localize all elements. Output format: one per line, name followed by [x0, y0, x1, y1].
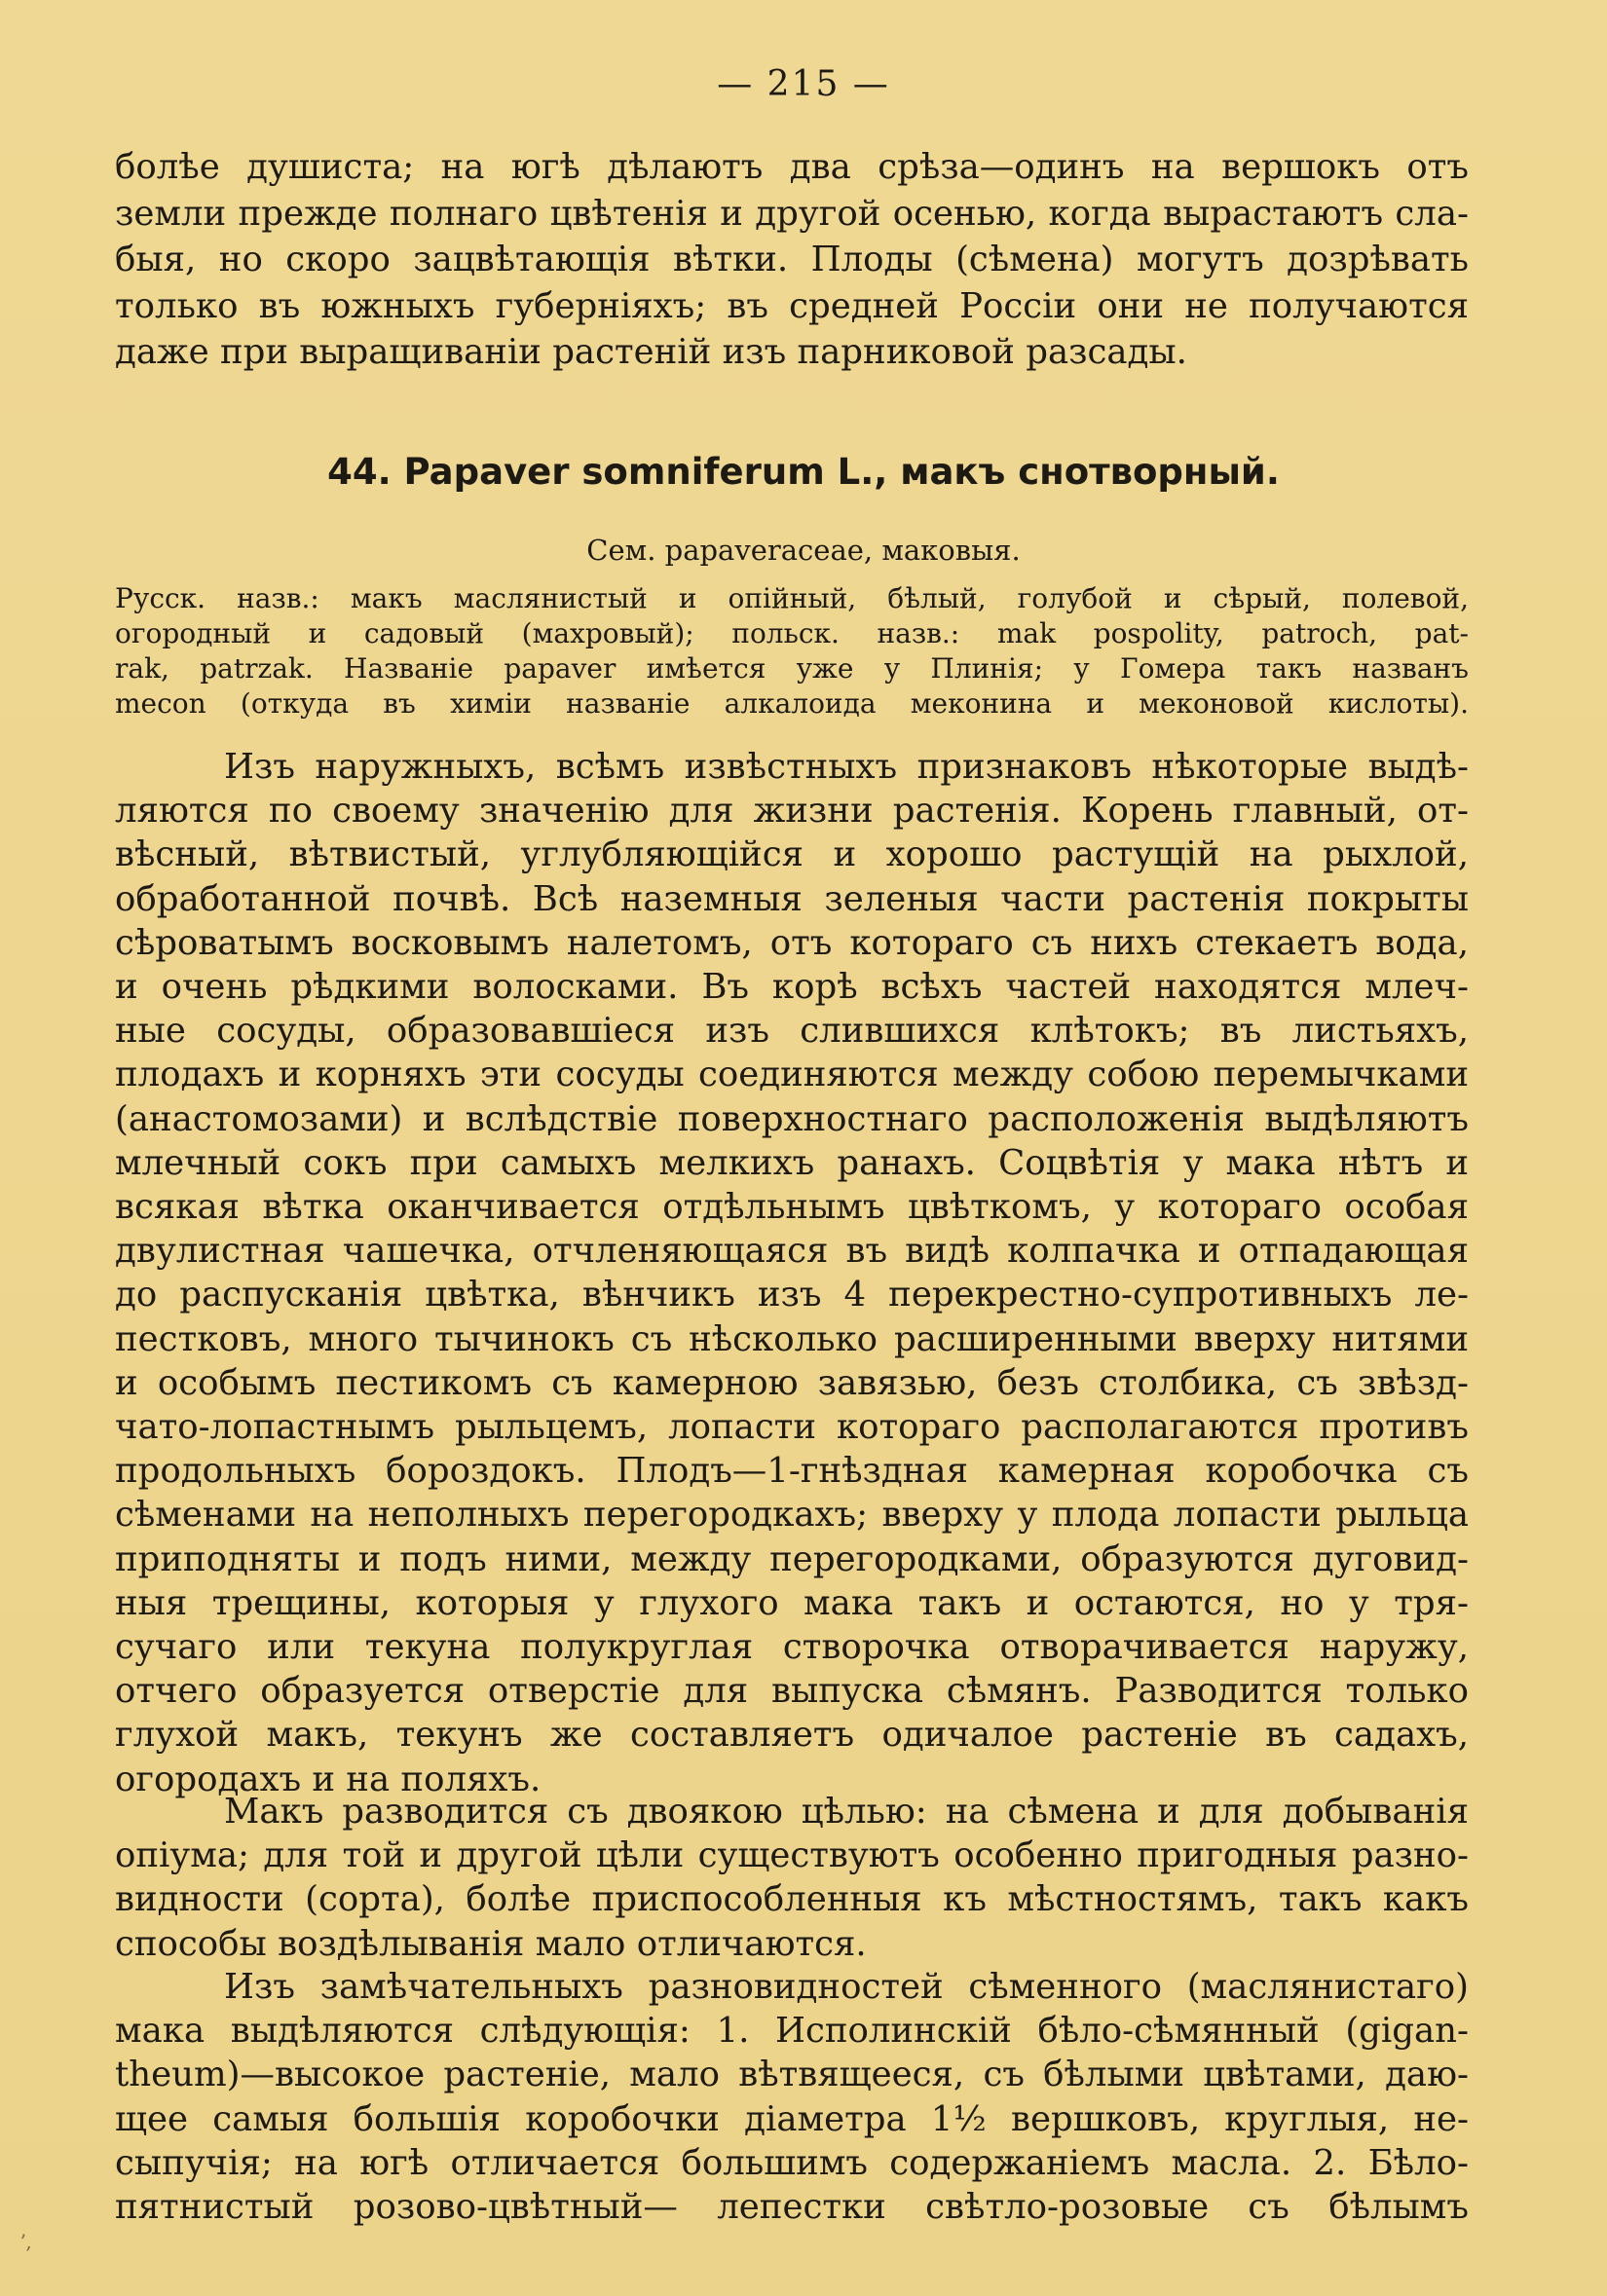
text-line: отчего образуется отверстіе для выпуска сѣмянъ. Разводится только: [115, 1671, 1469, 1712]
text-line: и особымъ пестикомъ съ камерною завязью, безъ столбика, съ звѣзд-: [115, 1362, 1469, 1403]
synonyms-block: [115, 581, 1469, 722]
text-line: пестковъ, много тычинокъ съ нѣсколько расширенными вверху нитями: [115, 1318, 1469, 1359]
text-line: глухой макъ, текунъ же составляетъ одичалое растеніе въ садахъ,: [115, 1715, 1469, 1756]
text-line: видности (сорта), болѣе приспособленныя къ мѣстностямъ, такъ какъ: [115, 1879, 1469, 1920]
text-line: (анастомозами) и вслѣдствіе поверхностнаго расположенія выдѣляютъ: [115, 1098, 1469, 1139]
text-line: обработанной почвѣ. Всѣ наземныя зеленыя части растенія покрыты: [115, 878, 1469, 919]
text-line: двулистная чашечка, отчленяющаяся въ видѣ колпачка и отпадающая: [115, 1231, 1469, 1272]
text-line: способы воздѣлыванія мало отличаются.: [115, 1923, 867, 1964]
text-line: до распусканія цвѣтка, вѣнчикъ изъ 4 перекрестно-супротивныхъ ле-: [115, 1275, 1469, 1315]
text-line: theum)—высокое растеніе, мало вѣтвящееся, съ бѣлыми цвѣтами, даю-: [115, 2055, 1469, 2095]
text-line: сыпучія; на югѣ отличается большимъ содержаніемъ масла. 2. Бѣло-: [115, 2142, 1469, 2183]
text-line: щее самыя большія коробочки діаметра 1½ вершковъ, круглыя, не-: [115, 2098, 1469, 2139]
text-line: продольныхъ бороздокъ. Плодъ—1-гнѣздная камерная коробочка съ: [115, 1451, 1469, 1492]
margin-smudge: ʼ,: [19, 2230, 32, 2253]
synonym-line: rak, patrzak. Названіе papaver имѣется уже у Плинія; у Гомера такъ названъ: [115, 652, 1469, 685]
text-line: сѣменами на неполныхъ перегородкахъ; вверху у плода лопасти рыльца: [115, 1495, 1469, 1536]
text-line: сѣроватымъ восковымъ налетомъ, отъ котораго съ нихъ стекаетъ вода,: [115, 922, 1469, 963]
text-line: Изъ наружныхъ, всѣмъ извѣстныхъ признаковъ нѣкоторые выдѣ-: [224, 747, 1469, 787]
text-line: ныя трещины, которыя у глухого мака такъ и остаются, но у тря-: [115, 1582, 1469, 1623]
paragraph-cultivation: [115, 1790, 1469, 1966]
text-line: вѣсный, вѣтвистый, углубляющійся и хорошо растущій на рыхлой,: [115, 834, 1469, 875]
text-line: плодахъ и корняхъ эти сосуды соединяются между собою перемычками: [115, 1055, 1469, 1095]
family-line: Сем. papaveraceae, маковыя.: [586, 534, 1021, 567]
text-line: даже при выращиваніи растеній изъ парниковой разсады.: [115, 332, 1187, 372]
synonym-line: Русск. назв.: макъ маслянистый и опійный, бѣлый, голубой и сѣрый, полевой,: [115, 582, 1469, 614]
text-line: млечный сокъ при самыхъ мелкихъ ранахъ. Соцвѣтія у мака нѣтъ и: [115, 1142, 1469, 1183]
text-line: Изъ замѣчательныхъ разновидностей сѣменного (маслянистаго): [224, 1967, 1469, 2007]
text-line: ные сосуды, образовавшіеся изъ слившихся клѣтокъ; въ листьяхъ,: [115, 1011, 1469, 1052]
synonym-line: mecon (откуда въ химіи названіе алкалоида меконина и меконовой кислоты).: [115, 687, 1469, 720]
text-line: быя, но скоро зацвѣтающія вѣтки. Плоды (сѣмена) могутъ дозрѣвать: [115, 240, 1469, 279]
paragraph-varieties: [115, 1965, 1469, 2229]
text-line: пятнистый розово-цвѣтный— лепестки свѣтло-розовые съ бѣлымъ: [115, 2187, 1469, 2228]
text-line: земли прежде полнаго цвѣтенія и другой осенью, когда вырастаютъ сла-: [115, 193, 1469, 234]
intro-paragraph: [115, 144, 1469, 376]
text-line: Макъ разводится съ двоякою цѣлью: на сѣмена и для добыванія: [224, 1792, 1469, 1832]
text-line: болѣе душиста; на югѣ дѣлаютъ два срѣза—одинъ на вершокъ отъ: [115, 147, 1469, 187]
text-line: и очень рѣдкими волосками. Въ корѣ всѣхъ частей находятся млеч-: [115, 967, 1469, 1008]
synonym-line: огородный и садовый (махровый); польск. назв.: mak pospolity, patroch, pat-: [115, 617, 1469, 649]
text-line: чато-лопастнымъ рыльцемъ, лопасти котораго располагаются противъ: [115, 1407, 1469, 1448]
paragraph-morphology: [115, 745, 1469, 1801]
text-line: приподняты и подъ ними, между перегородками, образуются дуговид-: [115, 1538, 1469, 1579]
page-number: — 215 —: [717, 64, 890, 104]
text-line: мака выдѣляются слѣдующія: 1. Исполинскій бѣло-сѣмянный (gigan-: [115, 2011, 1469, 2052]
text-line: огородахъ и на поляхъ.: [115, 1759, 542, 1799]
text-line: опіума; для той и другой цѣли существуютъ особенно пригодныя разно-: [115, 1835, 1469, 1876]
text-line: только въ южныхъ губерніяхъ; въ средней Россіи они не получаются: [115, 285, 1469, 326]
text-line: всякая вѣтка оканчивается отдѣльнымъ цвѣткомъ, у котораго особая: [115, 1187, 1469, 1228]
section-heading: 44. Papaver somniferum L., макъ снотворный.: [327, 451, 1280, 493]
text-line: сучаго или текуна полукруглая створочка отворачивается наружу,: [115, 1627, 1469, 1668]
text-line: ляются по своему значенію для жизни растенія. Корень главный, от-: [115, 791, 1469, 832]
